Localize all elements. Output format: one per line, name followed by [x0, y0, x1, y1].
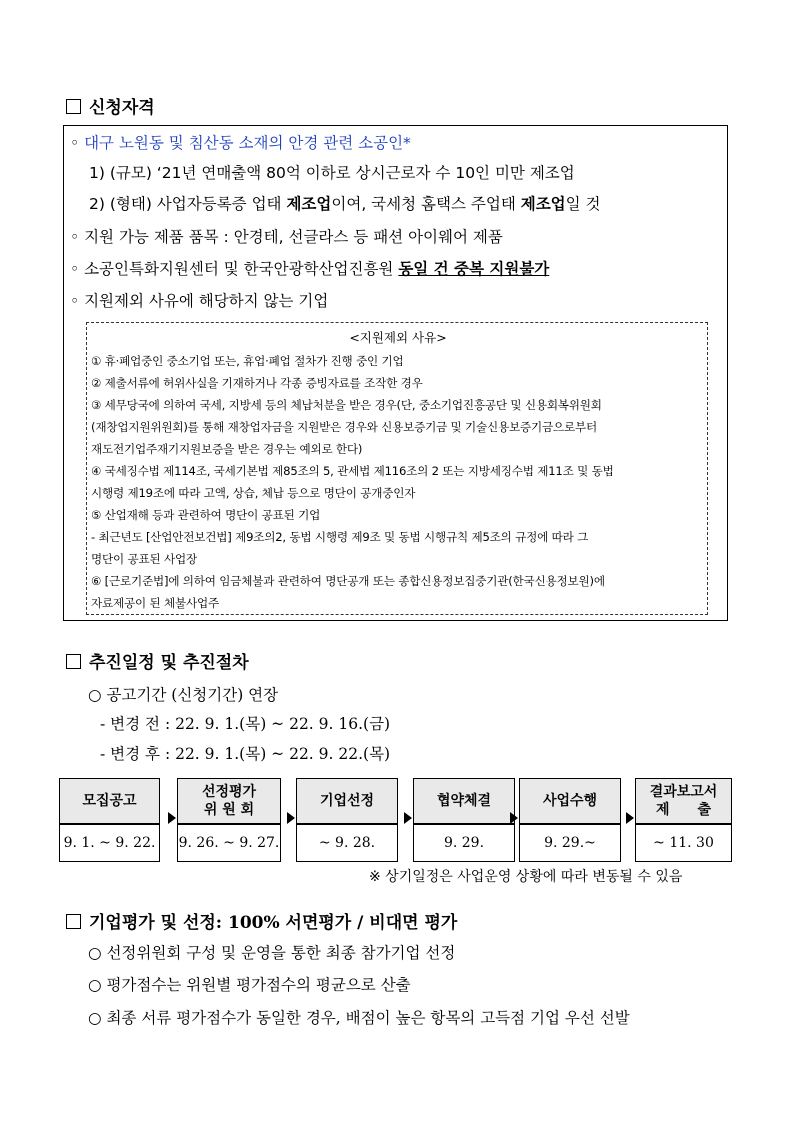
exclusion-line: ② 제출서류에 허위사실을 기재하거나 각종 증빙자료를 조작한 경우 [91, 376, 423, 390]
schedule-period: ○ 공고기간 (신청기간) 연장 [88, 686, 279, 704]
eligibility-bullet-products: ◦ 지원 가능 제품 품목 : 안경테, 선글라스 등 패션 아이웨어 제품 [70, 228, 503, 246]
exclusion-box [86, 322, 708, 615]
arrow-right-icon [404, 812, 412, 824]
eligibility-bullet-exclusion: ◦ 지원제외 사유에 해당하지 않는 기업 [70, 292, 329, 310]
section-title: 기업평가 및 선정: 100% 서면평가 / 비대면 평가 [89, 913, 458, 933]
step-recruit-date: 9. 1. ~ 9. 22. [59, 824, 160, 862]
arrow-right-icon [510, 812, 518, 824]
eligibility-bullet-duplicate: ◦ 소공인특화지원센터 및 한국안광학산업진흥원 동일 건 중복 지원불가 [70, 260, 550, 278]
checkbox-square-icon [66, 99, 81, 114]
schedule-note: ※ 상기일정은 사업운영 상황에 따라 변동될 수 있음 [369, 869, 683, 885]
step-agreement: 협약체결 [413, 778, 515, 824]
step-committee: 선정평가 위 원 회 [177, 778, 281, 824]
exclusion-line: ⑥ [근로기준법]에 의하여 임금체불과 관련하여 명단공개 또는 종합신용정보집중기관(한국신용정보원)에 [91, 574, 605, 588]
eligibility-sub-size: 1) (규모) ‘21년 연매출액 80억 이하로 상시근로자 수 10인 미만 제조업 [89, 164, 575, 182]
checkbox-square-icon [66, 914, 81, 929]
arrow-right-icon [626, 812, 634, 824]
section-heading-eligibility [66, 93, 155, 118]
evaluation-item: ○ 선정위원회 구성 및 운영을 통한 최종 참가기업 선정 [88, 944, 456, 962]
exclusion-line: ⑤ 산업재해 등과 관련하여 명단이 공표된 기업 [91, 508, 321, 522]
step-agreement-date: 9. 29. [413, 824, 515, 862]
exclusion-line: 자료제공이 된 체불사업주 [91, 596, 219, 610]
arrow-right-icon [168, 812, 176, 824]
eligibility-bullet-region: ◦ 대구 노원동 및 침산동 소재의 안경 관련 소공인* [70, 134, 411, 152]
step-report: 결과보고서 제 출 [635, 778, 732, 824]
exclusion-line: ① 휴·폐업중인 중소기업 또는, 휴업·폐업 절차가 진행 중인 기업 [91, 354, 404, 368]
exclusion-line: ④ 국세징수법 제114조, 국세기본법 제85조의 5, 관세법 제116조의 2 또는 지방세징수법 제11조 및 동법 [91, 464, 614, 478]
step-execution-date: 9. 29.~ [519, 824, 621, 862]
evaluation-item: ○ 평가점수는 위원별 평가점수의 평균으로 산출 [88, 976, 411, 994]
exclusion-line: 명단이 공표된 사업장 [91, 552, 197, 566]
schedule-after: - 변경 후 : 22. 9. 1.(목) ~ 22. 9. 22.(목) [100, 745, 391, 763]
schedule-before: - 변경 전 : 22. 9. 1.(목) ~ 22. 9. 16.(금) [100, 715, 391, 733]
exclusion-line: - 최근년도 [산업안전보건법] 제9조의2, 동법 시행령 제9조 및 동법 시행규칙 제5조의 규정에 따라 그 [91, 530, 589, 544]
arrow-right-icon [287, 812, 295, 824]
eligibility-sub-type: 2) (형태) 사업자등록증 업태 제조업이여, 국세청 홈택스 주업태 제조업일 것 [89, 195, 601, 213]
exclusion-line: 재도전기업주재기지원보증을 받은 경우는 예외로 한다) [91, 442, 363, 456]
section-heading-evaluation [66, 908, 457, 933]
section-title: 신청자격 [89, 98, 155, 118]
region-text: 대구 노원동 및 침산동 소재의 안경 관련 소공인* [84, 134, 411, 152]
exclusion-title: <지원제외 사유> [349, 330, 447, 345]
evaluation-item: ○ 최종 서류 평가점수가 동일한 경우, 배점이 높은 항목의 고득점 기업 우선 선발 [88, 1009, 630, 1027]
exclusion-line: ③ 세무당국에 의하여 국세, 지방세 등의 체납처분을 받은 경우(단, 중소기업진흥공단 및 신용회복위원회 [91, 398, 602, 412]
exclusion-line: (재창업지원위원회)를 통해 재창업자금을 지원받은 경우와 신용보증기금 및 기술신용보증기금으로부터 [91, 420, 598, 434]
checkbox-square-icon [66, 654, 81, 669]
section-title: 추진일정 및 추진절차 [89, 653, 249, 673]
step-committee-date: 9. 26. ~ 9. 27. [177, 824, 281, 862]
section-heading-schedule [66, 648, 249, 673]
exclusion-line: 시행령 제19조에 따라 고액, 상습, 체납 등으로 명단이 공개중인자 [91, 486, 416, 500]
step-selection-date: ~ 9. 28. [296, 824, 398, 862]
step-recruit: 모집공고 [59, 778, 160, 824]
step-selection: 기업선정 [296, 778, 398, 824]
step-report-date: ~ 11. 30 [635, 824, 732, 862]
no-duplicate-text: 동일 건 중복 지원불가 [398, 260, 550, 278]
step-execution: 사업수행 [519, 778, 621, 824]
